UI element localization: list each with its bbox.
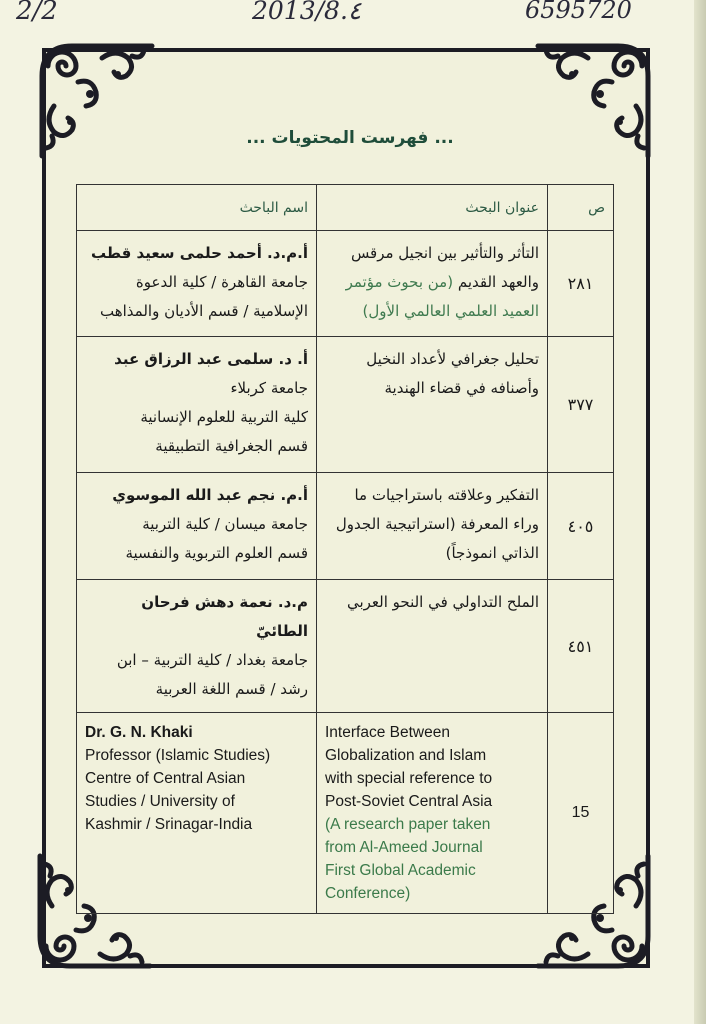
page-number-cell: ٣٧٧: [548, 337, 614, 473]
paper-note-line: (من بحوث مؤتمر: [345, 273, 454, 291]
researcher-name: أ.م. نجم عبد الله الموسوي: [112, 486, 308, 504]
affiliation-line: جامعة بغداد / كلية التربية – ابن: [116, 651, 308, 669]
affiliation-line: Professor (Islamic Studies): [85, 747, 271, 764]
contents-table: [76, 184, 614, 914]
paper-title-line: التأثر والتأثير بين انجيل مرقس: [350, 244, 539, 262]
corner-ornament-top-left: [32, 36, 162, 166]
paper-title-line: Interface Between: [325, 724, 450, 741]
paper-note-line: (A research paper taken: [325, 816, 491, 833]
page-title: ... فهرست المحتويات ...: [246, 128, 454, 148]
paper-title-cell: [317, 473, 548, 580]
paper-title-line: Globalization and Islam: [325, 747, 487, 764]
affiliation-line: الإسلامية / قسم الأديان والمذاهب: [99, 302, 308, 320]
affiliation-line: Kashmir / Srinagar-India: [85, 816, 253, 833]
page-number-cell: ٤٠٥: [548, 473, 614, 580]
affiliation-line: جامعة القاهرة / كلية الدعوة: [135, 273, 308, 291]
scroll-ornament-icon: [528, 36, 658, 166]
handwritten-number: 6595720: [525, 0, 632, 24]
affiliation-line: رشد / قسم اللغة العربية: [155, 680, 308, 698]
paper-title-cell: [317, 580, 548, 713]
paper-title-line: with special reference to: [325, 770, 493, 787]
scroll-ornament-icon: [32, 36, 162, 166]
page-number-cell: 15: [548, 713, 614, 914]
researcher-name: م.د. نعمة دهش فرحان الطائيّ: [141, 593, 308, 640]
researcher-name: أ.م.د. أحمد حلمى سعيد قطب: [91, 244, 308, 262]
table-header-row: [77, 185, 614, 231]
header-paper-title: عنوان البحث: [317, 185, 548, 231]
paper-note-line: from Al-Ameed Journal: [325, 839, 483, 856]
paper-title-cell: [317, 231, 548, 337]
header-researcher: اسم الباحث: [77, 185, 317, 231]
handwritten-date: 2013/8.٤: [252, 0, 362, 25]
page-number-cell: ٤٥١: [548, 580, 614, 713]
affiliation-line: جامعة ميسان / كلية التربية: [142, 515, 308, 533]
affiliation-line: جامعة كربلاء: [230, 379, 308, 397]
paper-title-line: والعهد القديم: [457, 273, 539, 291]
table-row: [77, 473, 614, 580]
researcher-cell: [77, 231, 317, 337]
paper-title-line: التفكير وعلاقته باستراجيات ما: [354, 486, 539, 504]
header-page: ص: [548, 185, 614, 231]
researcher-cell: [77, 580, 317, 713]
page-edge: [694, 0, 706, 1024]
paper-title-line: الملح التداولي في النحو العربي: [346, 593, 539, 611]
researcher-name: Dr. G. N. Khaki: [85, 724, 193, 741]
paper-title-line: Post-Soviet Central Asia: [325, 793, 493, 810]
table-row: [77, 337, 614, 473]
table-row: [77, 713, 614, 914]
page-number-cell: ٢٨١: [548, 231, 614, 337]
paper-note-line: Conference): [325, 885, 411, 902]
researcher-cell: [77, 337, 317, 473]
paper-note-line: العميد العلمي العالمي الأول): [362, 302, 539, 320]
paper-title-line: الذاتي انموذجاً): [445, 544, 539, 562]
researcher-cell: [77, 713, 317, 914]
paper-title-cell: [317, 713, 548, 914]
paper-title-line: وراء المعرفة (استراتيجية الجدول: [335, 515, 539, 533]
corner-ornament-top-right: [528, 36, 658, 166]
table-row: [77, 580, 614, 713]
researcher-cell: [77, 473, 317, 580]
affiliation-line: كلية التربية للعلوم الإنسانية: [140, 408, 308, 426]
handwritten-fraction: 2/2: [16, 0, 58, 26]
affiliation-line: قسم الجغرافية التطبيقية: [155, 437, 308, 455]
researcher-name: أ. د. سلمى عبد الرزاق عبد: [114, 350, 308, 368]
paper-title-line: تحليل جغرافي لأعداد النخيل: [366, 350, 539, 368]
paper-note-line: First Global Academic: [325, 862, 476, 879]
affiliation-line: قسم العلوم التربوية والنفسية: [125, 544, 308, 562]
table-row: [77, 231, 614, 337]
paper-title-line: وأصنافه في قضاء الهندية: [384, 379, 539, 397]
paper-title-cell: [317, 337, 548, 473]
affiliation-line: Centre of Central Asian: [85, 770, 246, 787]
affiliation-line: Studies / University of: [85, 793, 235, 810]
